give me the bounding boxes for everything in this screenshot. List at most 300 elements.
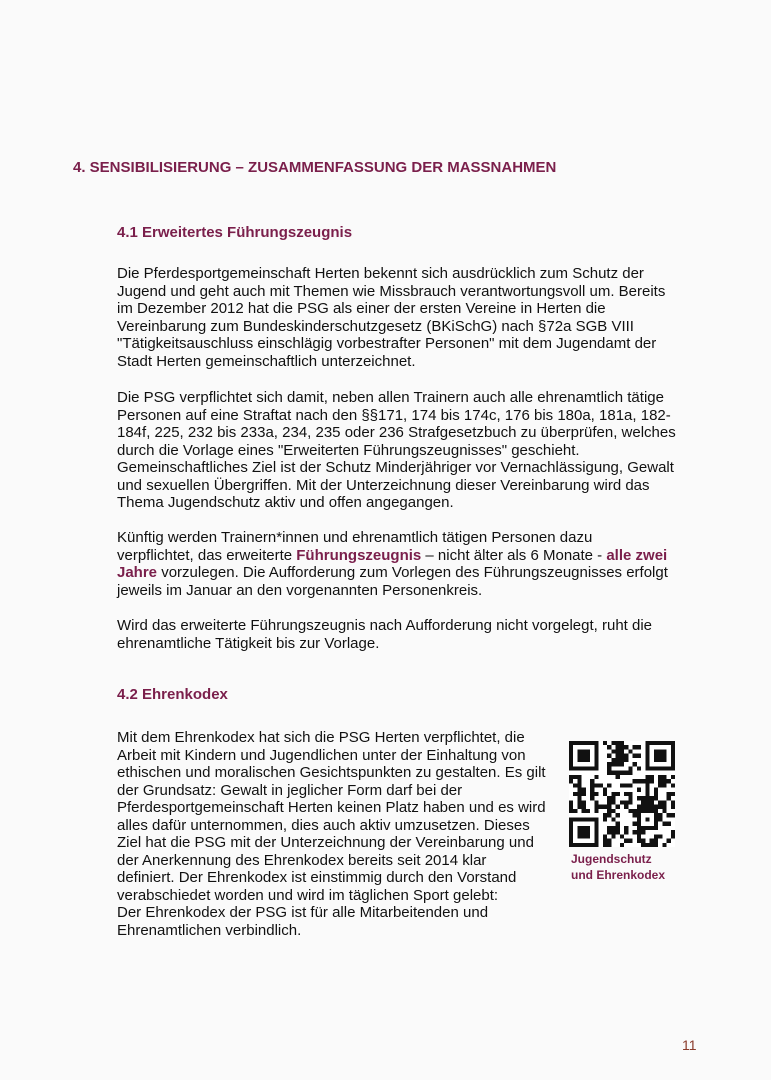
qr-module [633, 809, 637, 813]
qr-module [607, 805, 611, 809]
qr-module [594, 817, 598, 821]
qr-module [586, 826, 590, 830]
qr-module [569, 800, 573, 804]
qr-module [577, 800, 581, 804]
qr-code-icon [569, 741, 675, 847]
text-line: Künftig werden Trainern*innen und ehrenamtlich tätigen Personen dazu [117, 529, 593, 546]
qr-module [569, 749, 573, 753]
qr-module [577, 754, 581, 758]
qr-module [569, 822, 573, 826]
qr-module [658, 834, 662, 838]
page-number: 11 [682, 1037, 697, 1053]
qr-module [671, 800, 675, 804]
qr-module [658, 805, 662, 809]
qr-module [616, 741, 620, 745]
qr-module [569, 758, 573, 762]
qr-module [594, 805, 598, 809]
qr-module [603, 839, 607, 843]
qr-module [573, 766, 577, 770]
qr-module [662, 809, 666, 813]
qr-module [594, 800, 598, 804]
text-line: Thema Jugendschutz aktiv und offen angegangen. [117, 494, 454, 511]
highlight-jahre: Jahre [117, 564, 158, 581]
qr-module [616, 745, 620, 749]
text-line: Die PSG verpflichtet sich damit, neben allen Trainern auch alle ehrenamtlich tätige [117, 389, 664, 406]
qr-module [628, 783, 632, 787]
qr-module [569, 809, 573, 813]
qr-module [603, 788, 607, 792]
qr-module [620, 745, 624, 749]
qr-module [633, 745, 637, 749]
qr-code[interactable] [569, 741, 675, 847]
text-line: jeweils im Januar an den vorgenannten Personenkreis. [117, 581, 483, 599]
qr-module [594, 775, 598, 779]
qr-module [582, 754, 586, 758]
qr-module [645, 754, 649, 758]
qr-module [637, 796, 641, 800]
qr-module [628, 766, 632, 770]
qr-module [637, 779, 641, 783]
text-line: durch die Vorlage eines "Erweiterten Führungszeugnisses" geschieht. [117, 441, 580, 459]
section-heading: 4. SENSIBILISIERUNG – ZUSAMMENFASSUNG DER MASSNAHMEN [73, 159, 557, 176]
qr-module [645, 749, 649, 753]
qr-module [603, 792, 607, 796]
qr-module [594, 783, 598, 787]
qr-module [607, 843, 611, 847]
qr-module [620, 771, 624, 775]
qr-module [569, 839, 573, 843]
text-line: definiert. Der Ehrenkodex ist einstimmig durch den Vorstand [117, 869, 517, 886]
qr-module [569, 826, 573, 830]
qr-module [654, 805, 658, 809]
qr-module [658, 754, 662, 758]
qr-module [590, 817, 594, 821]
qr-module [607, 830, 611, 834]
highlight-alle-zwei: alle zwei [606, 546, 668, 564]
qr-module [607, 754, 611, 758]
qr-module [658, 775, 662, 779]
qr-module [569, 817, 573, 821]
qr-module [594, 792, 598, 796]
qr-module [611, 826, 615, 830]
qr-module [590, 792, 594, 796]
text-line [117, 547, 707, 565]
highlight-fuehrungszeugnis: Führungszeugnis [296, 546, 422, 564]
qr-module [611, 749, 615, 753]
qr-module [586, 830, 590, 834]
text-line: Vereinbarung zum Bundeskinderschutzgesetz (BKiSchG) nach §72a SGB VIII [117, 317, 634, 335]
qr-module [650, 839, 654, 843]
qr-module [624, 783, 628, 787]
text-line: ethischen und moralischen Gesichtspunkten zu gestalten. Es gilt [117, 764, 546, 781]
qr-module [594, 830, 598, 834]
qr-module [654, 843, 658, 847]
text-line: Mit dem Ehrenkodex hat sich die PSG Herten verpflichtet, die [117, 729, 525, 746]
qr-module [594, 809, 598, 813]
qr-module [654, 839, 658, 843]
qr-module [611, 817, 615, 821]
qr-module [658, 766, 662, 770]
qr-module [569, 775, 573, 779]
qr-module [667, 796, 671, 800]
qr-module [671, 766, 675, 770]
qr-module [620, 843, 624, 847]
qr-module [611, 792, 615, 796]
text-line: Jugend und geht auch mit Themen wie Missbrauch verantwortungsvoll um. Bereits [117, 282, 666, 300]
qr-module [641, 809, 645, 813]
qr-module [616, 758, 620, 762]
qr-module [611, 771, 615, 775]
qr-module [658, 813, 662, 817]
qr-module [620, 741, 624, 745]
qr-module [590, 796, 594, 800]
text-line: verabschiedet worden und wird im täglichen Sport gelebt: [117, 886, 499, 904]
qr-module [645, 805, 649, 809]
qr-module [637, 822, 641, 826]
qr-module [633, 779, 637, 783]
qr-module [577, 826, 581, 830]
qr-module [590, 788, 594, 792]
qr-module [594, 741, 598, 745]
qr-module [658, 800, 662, 804]
paragraph-consequence [117, 617, 707, 652]
qr-module [603, 813, 607, 817]
text-line [117, 564, 707, 582]
qr-module [645, 779, 649, 783]
qr-module [573, 741, 577, 745]
qr-module [671, 805, 675, 809]
qr-module [645, 809, 649, 813]
qr-module [577, 779, 581, 783]
qr-module [645, 788, 649, 792]
qr-module [624, 826, 628, 830]
qr-module [607, 826, 611, 830]
qr-module [624, 745, 628, 749]
qr-module [662, 775, 666, 779]
qr-module [620, 754, 624, 758]
qr-module [590, 843, 594, 847]
qr-module [624, 830, 628, 834]
qr-module [637, 826, 641, 830]
qr-module [654, 796, 658, 800]
qr-module [637, 754, 641, 758]
qr-module [607, 796, 611, 800]
text-run: – nicht älter als 6 Monate - [421, 546, 607, 564]
qr-module [641, 843, 645, 847]
qr-module [582, 817, 586, 821]
qr-module [662, 766, 666, 770]
qr-module [616, 771, 620, 775]
qr-module [658, 817, 662, 821]
qr-module [650, 741, 654, 745]
qr-module [654, 826, 658, 830]
subsection-title-4-1: 4.1 Erweitertes Führungszeugnis [117, 224, 353, 241]
qr-module [594, 762, 598, 766]
qr-module [569, 766, 573, 770]
qr-module [624, 805, 628, 809]
qr-module [671, 762, 675, 766]
qr-module [637, 813, 641, 817]
qr-module [662, 758, 666, 762]
qr-module [603, 817, 607, 821]
qr-module [662, 783, 666, 787]
qr-module [645, 741, 649, 745]
qr-module [582, 788, 586, 792]
qr-module [616, 792, 620, 796]
qr-module [594, 839, 598, 843]
qr-module [590, 766, 594, 770]
qr-module [611, 741, 615, 745]
qr-module [671, 758, 675, 762]
qr-module [607, 809, 611, 813]
qr-module [577, 788, 581, 792]
qr-module [654, 792, 658, 796]
text-line: Der Ehrenkodex der PSG ist für alle Mitarbeitenden und [117, 904, 489, 921]
qr-module [586, 758, 590, 762]
qr-module [620, 800, 624, 804]
qr-module [671, 792, 675, 796]
qr-module [654, 749, 658, 753]
qr-module [590, 741, 594, 745]
text-line: der Grundsatz: Gewalt in jeglicher Form darf bei der [117, 781, 463, 799]
qr-module [667, 766, 671, 770]
qr-module [573, 817, 577, 821]
qr-module [654, 788, 658, 792]
qr-module [645, 762, 649, 766]
qr-module [637, 834, 641, 838]
qr-module [658, 779, 662, 783]
qr-module [582, 766, 586, 770]
qr-module [603, 843, 607, 847]
qr-module [637, 839, 641, 843]
qr-module [641, 779, 645, 783]
qr-module [586, 749, 590, 753]
qr-module [573, 843, 577, 847]
text-line: ehrenamtliche Tätigkeit bis zur Vorlage. [117, 634, 380, 652]
qr-module [582, 843, 586, 847]
qr-module [654, 758, 658, 762]
paragraph-ehrenkodex [117, 729, 567, 939]
qr-module [637, 805, 641, 809]
qr-module [616, 754, 620, 758]
qr-module [654, 754, 658, 758]
qr-module [667, 779, 671, 783]
qr-module [586, 741, 590, 745]
qr-module [658, 741, 662, 745]
qr-module [624, 758, 628, 762]
qr-module [671, 775, 675, 779]
qr-module [658, 758, 662, 762]
qr-module [667, 822, 671, 826]
qr-module [569, 754, 573, 758]
paragraph-obligation [117, 389, 707, 512]
qr-module [633, 822, 637, 826]
qr-module [611, 762, 615, 766]
qr-module [624, 792, 628, 796]
qr-module [590, 783, 594, 787]
qr-module [620, 834, 624, 838]
text-line: im Dezember 2012 hat die PSG als einer der ersten Vereine in Herten die [117, 300, 606, 317]
qr-module [577, 758, 581, 762]
qr-module [650, 779, 654, 783]
qr-module [607, 771, 611, 775]
qr-module [667, 792, 671, 796]
qr-module [607, 839, 611, 843]
qr-module [645, 766, 649, 770]
qr-module [624, 754, 628, 758]
qr-module [650, 843, 654, 847]
qr-module [671, 741, 675, 745]
qr-module [654, 817, 658, 821]
qr-module [569, 834, 573, 838]
qr-module [577, 843, 581, 847]
qr-module [650, 805, 654, 809]
qr-module [645, 796, 649, 800]
qr-module [654, 766, 658, 770]
qr-module [616, 775, 620, 779]
qr-module [586, 817, 590, 821]
qr-module [671, 830, 675, 834]
qr-module [641, 830, 645, 834]
qr-module [594, 766, 598, 770]
qr-module [641, 805, 645, 809]
qr-module [599, 805, 603, 809]
text-line: Personen auf eine Straftat nach den §§171, 174 bis 174c, 176 bis 180a, 181a, 182- [117, 406, 671, 424]
qr-module [577, 830, 581, 834]
qr-module [586, 843, 590, 847]
qr-module [662, 843, 666, 847]
qr-module [654, 822, 658, 826]
qr-module [658, 749, 662, 753]
qr-module [667, 741, 671, 745]
qr-module [662, 800, 666, 804]
qr-module [628, 796, 632, 800]
text-line: Ziel hat die PSG mit der Unterzeichnung der Vereinbarung und [117, 834, 534, 851]
qr-module [594, 834, 598, 838]
qr-module [624, 839, 628, 843]
qr-module [667, 839, 671, 843]
qr-module [650, 766, 654, 770]
text-line: 184f, 225, 232 bis 233a, 234, 235 oder 236 Strafgesetzbuch zu überprüfen, welches [117, 424, 676, 441]
qr-module [607, 745, 611, 749]
qr-module [611, 800, 615, 804]
text-line: Ehrenamtlichen verbindlich. [117, 921, 302, 939]
qr-module [633, 754, 637, 758]
qr-module [667, 813, 671, 817]
qr-module [671, 783, 675, 787]
qr-module [650, 775, 654, 779]
qr-module [654, 809, 658, 813]
qr-module [645, 758, 649, 762]
qr-module [650, 796, 654, 800]
qr-module [594, 749, 598, 753]
qr-module [645, 792, 649, 796]
qr-module [616, 805, 620, 809]
qr-module [577, 834, 581, 838]
qr-module [582, 749, 586, 753]
qr-module [607, 783, 611, 787]
qr-module [641, 839, 645, 843]
qr-module [577, 783, 581, 787]
qr-module [620, 758, 624, 762]
qr-module [594, 758, 598, 762]
qr-module [671, 834, 675, 838]
qr-module [654, 741, 658, 745]
text-run: verpflichtet, das erweiterte [117, 546, 297, 564]
qr-module [611, 809, 615, 813]
qr-module [611, 758, 615, 762]
qr-module [582, 758, 586, 762]
qr-module [645, 745, 649, 749]
qr-module [616, 830, 620, 834]
qr-module [599, 783, 603, 787]
qr-module [671, 749, 675, 753]
qr-module [645, 843, 649, 847]
qr-module [645, 775, 649, 779]
qr-module [662, 805, 666, 809]
qr-module [577, 805, 581, 809]
qr-module [624, 771, 628, 775]
qr-module [603, 741, 607, 745]
qr-module [633, 813, 637, 817]
qr-module [569, 762, 573, 766]
text-line: Arbeit mit Kindern und Jugendlichen unter der Einhaltung von [117, 746, 526, 764]
qr-module [620, 783, 624, 787]
qr-module [654, 813, 658, 817]
qr-module [616, 762, 620, 766]
qr-module [586, 809, 590, 813]
qr-module [607, 800, 611, 804]
qr-module [569, 843, 573, 847]
paragraph-intro [117, 265, 707, 370]
qr-caption [571, 851, 665, 883]
qr-module [582, 830, 586, 834]
qr-module [628, 749, 632, 753]
qr-module [637, 788, 641, 792]
qr-module [650, 809, 654, 813]
qr-module [645, 783, 649, 787]
qr-module [607, 813, 611, 817]
qr-module [633, 830, 637, 834]
qr-module [594, 843, 598, 847]
qr-module [616, 822, 620, 826]
qr-module [590, 779, 594, 783]
qr-module [594, 745, 598, 749]
text-line: alles dafür unternommen, dies auch aktiv umzusetzen. Dieses [117, 816, 530, 834]
qr-module [662, 779, 666, 783]
text-run: vorzulegen. Die Aufforderung zum Vorlegen des Führungszeugnisses erfolgt [157, 564, 668, 581]
text-line: "Tätigkeitsauschluss einschlägig vorbestrafter Personen" mit dem Jugendamt der [117, 335, 657, 352]
qr-module [569, 745, 573, 749]
paragraph-future [117, 529, 707, 599]
qr-module [645, 826, 649, 830]
qr-module [650, 800, 654, 804]
qr-module [645, 800, 649, 804]
qr-module [569, 830, 573, 834]
qr-module [607, 766, 611, 770]
qr-module [662, 749, 666, 753]
text-line: Wird das erweiterte Führungszeugnis nach Aufforderung nicht vorgelegt, ruht die [117, 617, 653, 634]
qr-module [577, 749, 581, 753]
qr-module [628, 771, 632, 775]
qr-module [624, 800, 628, 804]
qr-module [616, 749, 620, 753]
qr-caption-line: und Ehrenkodex [571, 868, 666, 882]
qr-module [582, 805, 586, 809]
qr-module [637, 745, 641, 749]
qr-module [573, 809, 577, 813]
text-line: Die Pferdesportgemeinschaft Herten bekennt sich ausdrücklich zum Schutz der [117, 265, 644, 282]
